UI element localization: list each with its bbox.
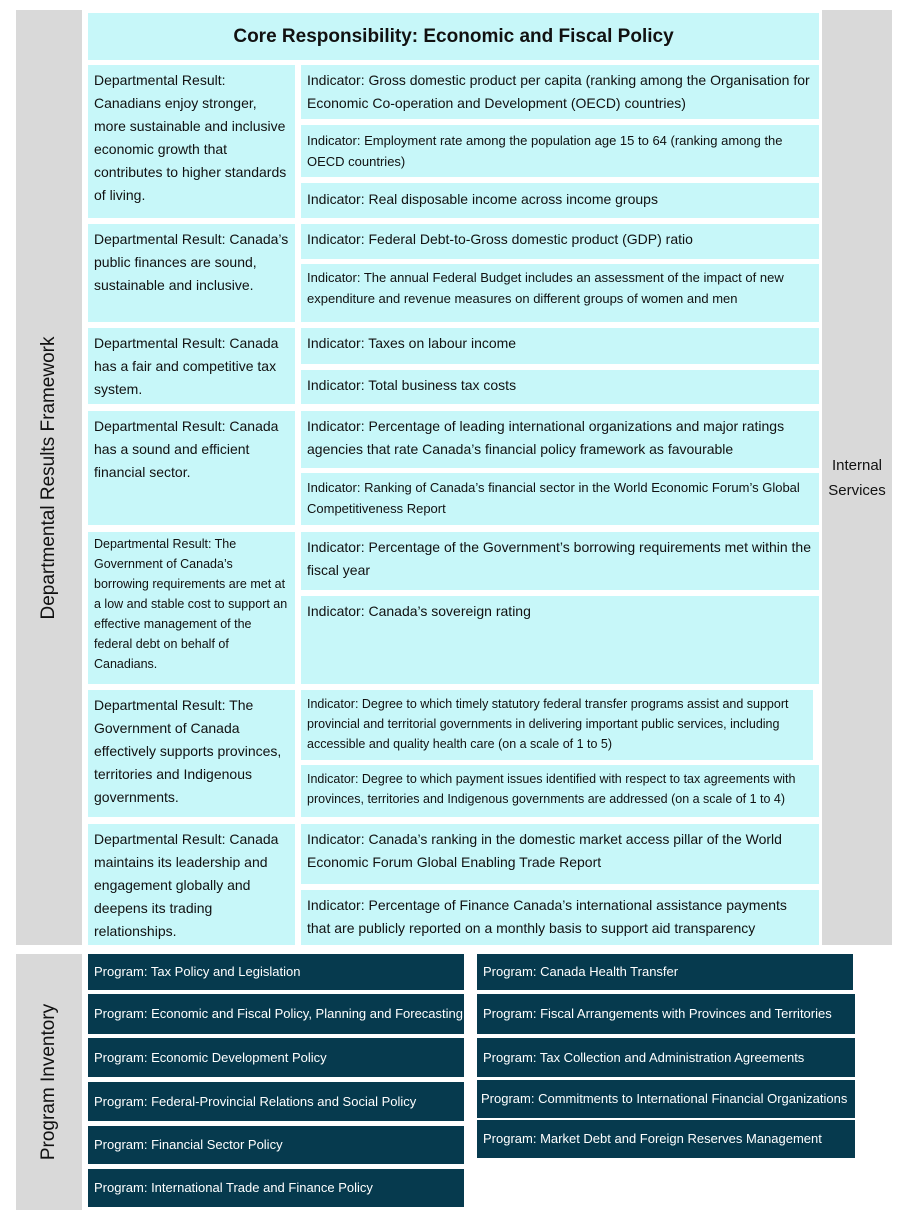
program-tax-policy: Program: Tax Policy and Legislation (88, 954, 464, 990)
indicator-2-1: Indicator: Federal Debt-to-Gross domestic product (GDP) ratio (301, 224, 819, 259)
indicator-5-1: Indicator: Percentage of the Government’s borrowing requirements met within the fiscal year (301, 532, 819, 590)
program-inventory-label-box (16, 954, 82, 1210)
indicator-1-1: Indicator: Gross domestic product per capita (ranking among the Organisation for Economic Co-operation and Development (OECD) countries) (301, 65, 819, 119)
indicator-7-1: Indicator: Canada’s ranking in the domestic market access pillar of the World Economic Forum Global Enabling Trade Report (301, 824, 819, 884)
indicator-3-2: Indicator: Total business tax costs (301, 370, 819, 404)
program-tax-collection-agreements: Program: Tax Collection and Administration Agreements (477, 1038, 855, 1077)
internal-services-label: Internal Services (828, 456, 886, 499)
departmental-result-2: Departmental Result: Canada’s public finances are sound, sustainable and inclusive. (88, 224, 295, 322)
departmental-result-7: Departmental Result: Canada maintains its leadership and engagement globally and deepens its trading relationships. (88, 824, 295, 945)
program-economic-fiscal-policy: Program: Economic and Fiscal Policy, Planning and Forecasting (88, 994, 464, 1034)
indicator-5-2: Indicator: Canada’s sovereign rating (301, 596, 819, 684)
indicator-1-3: Indicator: Real disposable income across income groups (301, 183, 819, 218)
program-international-trade-finance: Program: International Trade and Finance Policy (88, 1169, 464, 1207)
indicator-2-2: Indicator: The annual Federal Budget includes an assessment of the impact of new expenditure and revenue measures on different groups of women and men (301, 264, 819, 322)
indicator-3-1: Indicator: Taxes on labour income (301, 328, 819, 364)
program-economic-development-policy: Program: Economic Development Policy (88, 1038, 464, 1077)
departmental-result-3: Departmental Result: Canada has a fair and competitive tax system. (88, 328, 295, 404)
program-federal-provincial-relations: Program: Federal-Provincial Relations and Social Policy (88, 1082, 464, 1121)
indicator-4-1: Indicator: Percentage of leading international organizations and major ratings agencies that rate Canada’s financial policy framework as favourable (301, 411, 819, 468)
framework-label-box (16, 10, 82, 945)
program-canada-health-transfer: Program: Canada Health Transfer (477, 954, 853, 990)
internal-services-box (822, 10, 892, 945)
indicator-1-2: Indicator: Employment rate among the population age 15 to 64 (ranking among the OECD countries) (301, 125, 819, 177)
core-responsibility-header: Core Responsibility: Economic and Fiscal Policy (88, 13, 819, 60)
program-market-debt-foreign-reserves: Program: Market Debt and Foreign Reserves Management (477, 1120, 855, 1158)
departmental-result-5: Departmental Result: The Government of Canada’s borrowing requirements are met at a low and stable cost to support an effective management of the federal debt on behalf of Canadians. (88, 532, 295, 684)
program-fiscal-arrangements: Program: Fiscal Arrangements with Provinces and Territories (477, 994, 855, 1034)
program-inventory-label: Program Inventory (38, 1003, 59, 1161)
indicator-6-2: Indicator: Degree to which payment issues identified with respect to tax agreements with provinces, territories and Indigenous governments are addressed (on a scale of 1 to 4) (301, 765, 819, 817)
indicator-4-2: Indicator: Ranking of Canada’s financial sector in the World Economic Forum’s Global Competitiveness Report (301, 473, 819, 525)
indicator-6-1: Indicator: Degree to which timely statutory federal transfer programs assist and support provincial and territorial governments in delivering important public services, including accessible and quality health care (on a scale of 1 to 5) (301, 690, 813, 760)
program-financial-sector-policy: Program: Financial Sector Policy (88, 1126, 464, 1164)
departmental-result-6: Departmental Result: The Government of Canada effectively supports provinces, territories and Indigenous governments. (88, 690, 295, 817)
departmental-result-1: Departmental Result: Canadians enjoy stronger, more sustainable and inclusive economic growth that contributes to higher standards of living. (88, 65, 295, 218)
departmental-result-4: Departmental Result: Canada has a sound and efficient financial sector. (88, 411, 295, 525)
program-international-financial-organizations: Program: Commitments to International Financial Organizations (477, 1080, 855, 1118)
indicator-7-2: Indicator: Percentage of Finance Canada’s international assistance payments that are publicly reported on a monthly basis to support aid transparency (301, 890, 819, 945)
framework-label: Departmental Results Framework (38, 336, 59, 619)
